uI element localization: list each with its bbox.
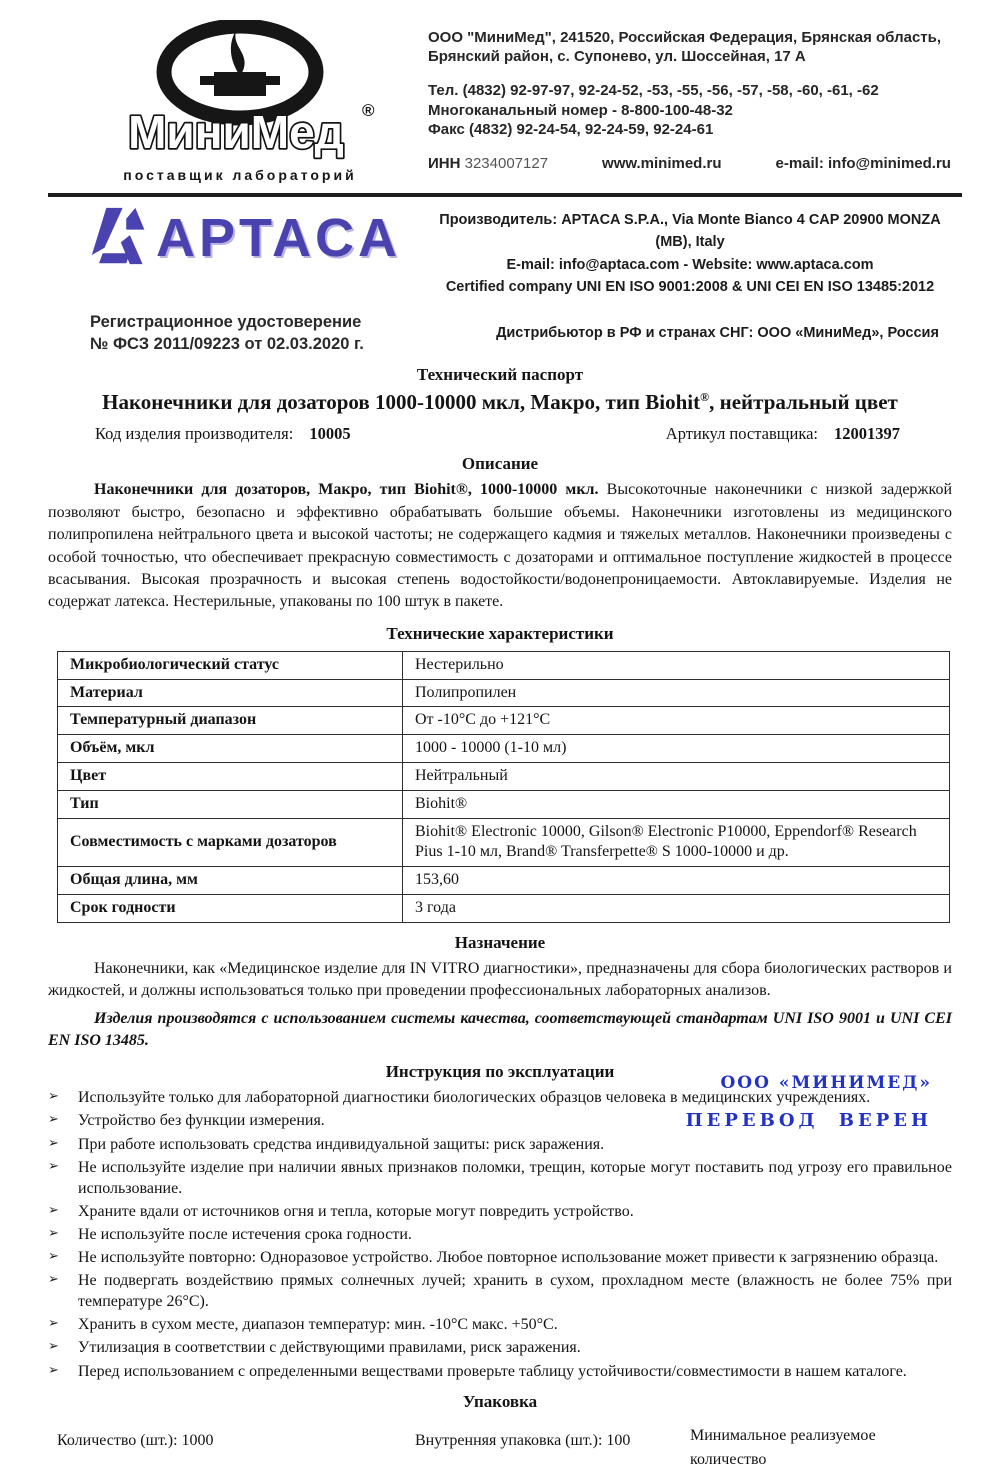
supplier-header bbox=[0, 0, 1000, 183]
description-body: Высокоточные наконечники с низкой задержкой позволяют быстро, безопасно и эффективно обрабатывать большие объемы. Наконечники изготовлены из медицинского полипропилена нейтрального цвета и высокой частоты; не содержащего кадмия и тяжелых металлов. Наконечники произведены с особой точностью, что обеспечивает прекрасную совместимость с дозаторами и оптимальное поступление жидкостей в процессе всасывания. Высокая прозрачность и высокая степень водостойкости/водонепроницаемости. Автоклавируемые. Изделия не содержат латекса. Нестерильные, упакованы по 100 штук в пакете. bbox=[48, 481, 953, 611]
spec-label: Совместимость с марками дозаторов bbox=[58, 818, 403, 867]
description-heading: Описание bbox=[461, 454, 539, 474]
spec-value: Нейтральный bbox=[403, 762, 950, 790]
instruction-text: Утилизация в соответствии с действующими правилами, риск заражения. bbox=[78, 1339, 581, 1357]
instruction-text: Устройство без функции измерения. bbox=[78, 1112, 325, 1130]
spec-value: От -10°С до +121°С bbox=[403, 707, 950, 735]
arrow-bullet-icon: ➢ bbox=[48, 1112, 59, 1128]
description-paragraph bbox=[48, 479, 952, 613]
instruction-text: Перед использованием с определенными веществами проверьте таблицу устойчивости/совместимости в нашем каталоге. bbox=[78, 1362, 907, 1380]
table-row bbox=[58, 679, 950, 707]
registration-line1: Регистрационное удостоверение bbox=[90, 312, 362, 331]
arrow-bullet-icon: ➢ bbox=[48, 1225, 59, 1241]
arrow-bullet-icon: ➢ bbox=[48, 1249, 59, 1265]
supplier-phone: Тел. (4832) 92-97-97, 92-24-52, -53, -55, -56, -57, -58, -60, -61, -62 bbox=[428, 82, 879, 100]
purpose-heading: Назначение bbox=[454, 932, 546, 952]
supplier-address-line2: Брянский район, с. Супонево, ул. Шоссейная, 17 А bbox=[428, 48, 806, 66]
minimed-candle-logo-icon bbox=[90, 20, 390, 160]
instructions-heading: Инструкция по эксплуатации bbox=[385, 1062, 615, 1082]
supplier-ids-row bbox=[428, 154, 955, 173]
instruction-text: Не подвергать воздействию прямых солнечных лучей; хранить в сухом, прохладном месте (влажность не более 75% при температуре 26°С). bbox=[78, 1272, 952, 1311]
supplier-sku-value: 12001397 bbox=[834, 424, 900, 444]
spec-value: 3 года bbox=[403, 894, 950, 922]
instruction-text: При работе использовать средства индивидуальной защиты: риск заражения. bbox=[78, 1135, 605, 1153]
distributor-note: Дистрибьютор в РФ и странах СНГ: ООО «МиниМед», Россия bbox=[496, 325, 939, 342]
arrow-bullet-icon: ➢ bbox=[48, 1272, 59, 1288]
supplier-sku bbox=[666, 424, 900, 444]
specs-heading: Технические характеристики bbox=[386, 623, 614, 643]
page-title bbox=[0, 390, 1000, 415]
table-row bbox=[58, 790, 950, 818]
list-item bbox=[48, 1314, 952, 1335]
table-row bbox=[58, 894, 950, 922]
instruction-text: Хранить в сухом месте, диапазон температур: мин. -10°С макс. +50°С. bbox=[78, 1316, 558, 1334]
manufacturer-code-label: Код изделия производителя: bbox=[95, 424, 294, 444]
supplier-contact-block bbox=[400, 20, 955, 183]
registration-row bbox=[0, 299, 1000, 356]
supplier-phones bbox=[428, 81, 955, 139]
list-item bbox=[48, 1224, 952, 1245]
arrow-bullet-icon: ➢ bbox=[48, 1316, 59, 1332]
document-type-heading: Технический паспорт bbox=[416, 365, 584, 385]
arrow-bullet-icon: ➢ bbox=[48, 1362, 59, 1378]
table-row bbox=[58, 762, 950, 790]
spec-value: Biohit® bbox=[403, 790, 950, 818]
aptaca-logo-mark-icon bbox=[90, 207, 148, 265]
packaging-quantity: Количество (шт.): 1000 bbox=[57, 1431, 214, 1449]
spec-label: Микробиологический статус bbox=[58, 651, 403, 679]
spec-label: Тип bbox=[58, 790, 403, 818]
spec-label: Срок годности bbox=[58, 894, 403, 922]
packaging-min-line2: количество bbox=[690, 1450, 767, 1468]
manufacturer-row bbox=[0, 197, 1000, 299]
list-item bbox=[48, 1270, 952, 1312]
list-item bbox=[48, 1247, 952, 1268]
instruction-text: Используйте только для лабораторной диагностики биологических образцов человека в медицинских учреждениях. bbox=[78, 1089, 871, 1107]
arrow-bullet-icon: ➢ bbox=[48, 1135, 59, 1151]
registration-certificate bbox=[90, 311, 480, 356]
aptaca-wordmark: APTACA bbox=[156, 208, 401, 268]
list-item bbox=[48, 1361, 952, 1382]
spec-value: 153,60 bbox=[403, 867, 950, 895]
spec-value: Нестерильно bbox=[403, 651, 950, 679]
arrow-bullet-icon: ➢ bbox=[48, 1339, 59, 1355]
supplier-sku-label: Артикул поставщика: bbox=[665, 424, 818, 444]
packaging-heading: Упаковка bbox=[462, 1391, 538, 1411]
manufacturer-certification: Certified company UNI EN ISO 9001:2008 & UNI CEI EN ISO 13485:2012 bbox=[445, 279, 935, 296]
purpose-paragraph: Наконечники, как «Медицинское изделие для IN VITRO диагностики», предназначены для сбора биологических растворов и жидкостей, и должны использоваться только при проведении профессиональных лабораторных анализов. bbox=[48, 959, 952, 1000]
instructions-list bbox=[48, 1087, 952, 1381]
registration-line2: № ФСЗ 2011/09223 от 02.03.2020 г. bbox=[90, 335, 364, 354]
manufacturer-code bbox=[95, 424, 351, 444]
instruction-text: Не используйте повторно: Одноразовое устройство. Любое повторное использование может привести к загрязнению образца. bbox=[78, 1249, 939, 1267]
packaging-row bbox=[0, 1412, 1000, 1472]
table-row bbox=[58, 707, 950, 735]
manufacturer-info bbox=[425, 207, 955, 299]
spec-value: 1000 - 10000 (1-10 мл) bbox=[403, 735, 950, 763]
table-row bbox=[58, 735, 950, 763]
aptaca-logo bbox=[90, 207, 425, 268]
spec-label: Общая длина, мм bbox=[58, 867, 403, 895]
list-item bbox=[48, 1337, 952, 1358]
supplier-address-line1: ООО "МиниМед", 241520, Российская Федерация, Брянская область, bbox=[428, 29, 942, 46]
translation-verified-stamp: ПЕРЕВОД ВЕРЕН bbox=[685, 1110, 932, 1131]
arrow-bullet-icon: ➢ bbox=[48, 1158, 59, 1174]
company-stamp: ООО «МИНИМЕД» bbox=[720, 1073, 932, 1093]
spec-label: Температурный диапазон bbox=[58, 707, 403, 735]
manufacturer-line: Производитель: APTACA S.P.A., Via Monte Bianco 4 CAP 20900 MONZA (MB), Italy bbox=[439, 212, 941, 251]
spec-value: Полипропилен bbox=[403, 679, 950, 707]
packaging-min-line1: Минимальное реализуемое bbox=[690, 1426, 876, 1444]
minimed-logo bbox=[80, 20, 400, 183]
list-item bbox=[48, 1201, 952, 1222]
brand-tagline: поставщик лабораторий bbox=[123, 167, 357, 183]
title-text: Наконечники для дозаторов 1000-10000 мкл, Макро, тип Biohit bbox=[102, 390, 701, 415]
brand-reg-mark: ® bbox=[362, 101, 375, 120]
brand-wordmark: МиниМед bbox=[128, 106, 344, 158]
instruction-text: Не используйте после истечения срока годности. bbox=[78, 1225, 412, 1243]
supplier-multichannel: Многоканальный номер - 8-800-100-48-32 bbox=[428, 101, 733, 119]
spec-label: Цвет bbox=[58, 762, 403, 790]
title-reg-mark: ® bbox=[700, 390, 710, 405]
description-lead: Наконечники для дозаторов, Макро, тип Biohit®, 1000-10000 мкл. bbox=[94, 481, 599, 499]
table-row bbox=[58, 867, 950, 895]
supplier-fax: Факс (4832) 92-24-54, 92-24-59, 92-24-61 bbox=[428, 120, 714, 138]
supplier-address bbox=[428, 28, 955, 66]
supplier-inn bbox=[428, 154, 548, 173]
arrow-bullet-icon: ➢ bbox=[48, 1202, 59, 1218]
inn-value: 3234007127 bbox=[464, 154, 549, 172]
inn-label: ИНН bbox=[428, 154, 461, 172]
supplier-email: e-mail: info@minimed.ru bbox=[775, 154, 951, 172]
list-item bbox=[48, 1134, 952, 1155]
manufacturer-email-website: E-mail: info@aptaca.com - Website: www.aptaca.com bbox=[506, 256, 874, 273]
instruction-text: Не используйте изделие при наличии явных признаков поломки, трещин, которые могут поставить под угрозу его правильное использование. bbox=[78, 1158, 952, 1197]
table-row bbox=[58, 818, 950, 867]
manufacturer-code-value: 10005 bbox=[309, 424, 351, 444]
quality-note: Изделия производятся с использованием системы качества, соответствующей стандартам UNI ISO 9001 и UNI CEI EN ISO 13485. bbox=[48, 1009, 952, 1049]
product-codes-row bbox=[0, 415, 1000, 444]
spec-label: Материал bbox=[58, 679, 403, 707]
specs-table bbox=[57, 651, 950, 923]
table-row bbox=[58, 651, 950, 679]
spec-value: Biohit® Electronic 10000, Gilson® Electronic P10000, Eppendorf® Research Pius 1-10 мл, Brand® Transferpette® S 1000-10000 и др. bbox=[403, 818, 950, 867]
instruction-text: Храните вдали от источников огня и тепла, которые могут повредить устройство. bbox=[78, 1202, 634, 1220]
supplier-website: www.minimed.ru bbox=[602, 154, 722, 172]
packaging-min-sellable bbox=[690, 1424, 945, 1472]
arrow-bullet-icon: ➢ bbox=[48, 1089, 59, 1105]
title-text-tail: , нейтральный цвет bbox=[709, 390, 898, 415]
list-item bbox=[48, 1157, 952, 1199]
spec-label: Объём, мкл bbox=[58, 735, 403, 763]
packaging-inner-pack: Внутренняя упаковка (шт.): 100 bbox=[415, 1431, 631, 1449]
